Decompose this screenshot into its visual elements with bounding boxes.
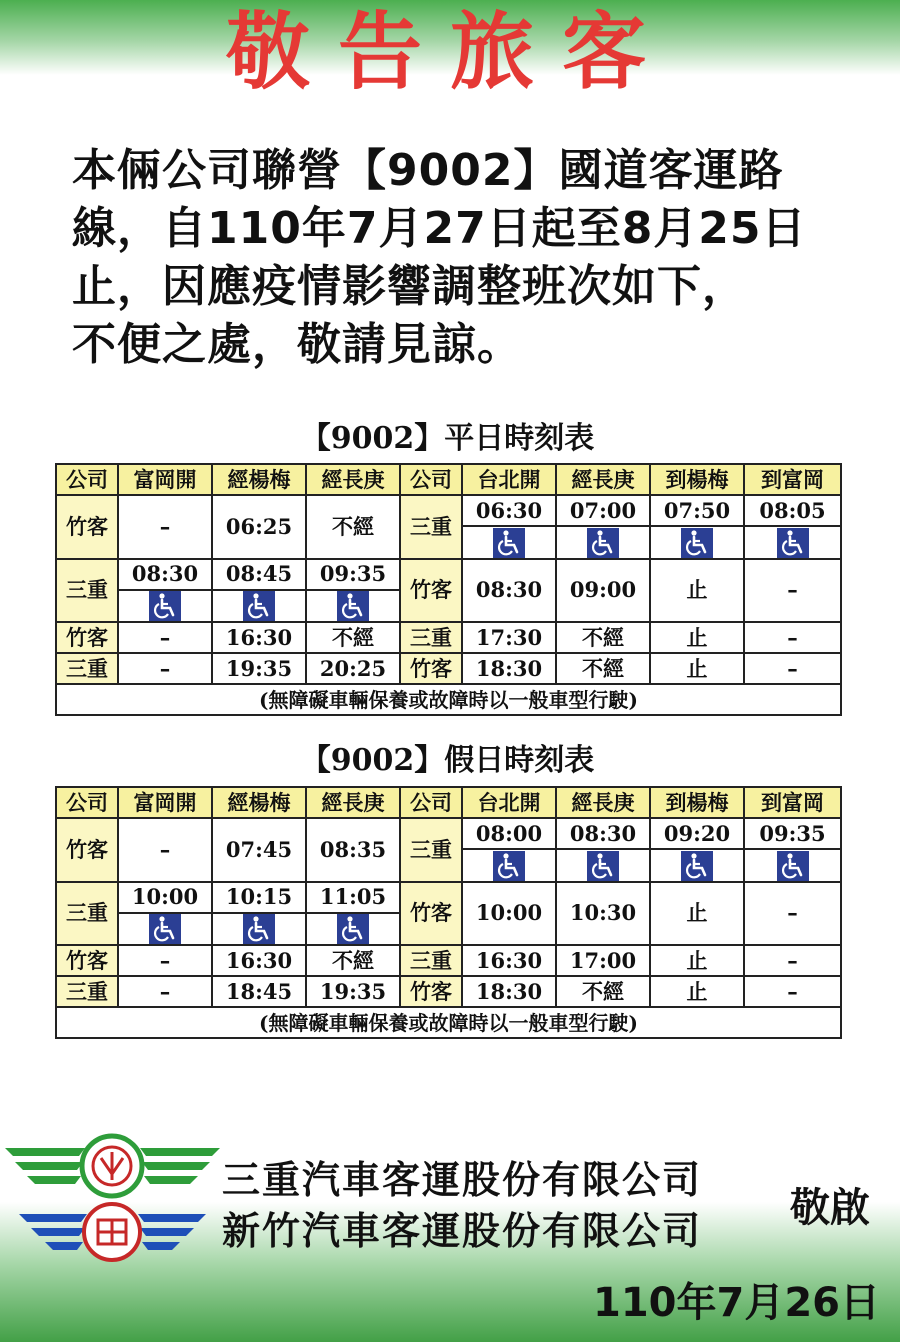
company-cell: 三重 <box>56 653 118 684</box>
accessibility-note: (無障礙車輛保養或故障時以一般車型行駛) <box>56 1007 841 1038</box>
table-row <box>56 653 841 684</box>
header-cell: 富岡開 <box>118 464 212 495</box>
signoff: 敬啟 <box>790 1185 870 1231</box>
notice-text <box>72 142 842 374</box>
accessible-cell <box>212 913 306 946</box>
accessible-cell <box>306 913 400 946</box>
time-cell: 08:45 <box>212 559 306 590</box>
time-cell: – <box>118 945 212 976</box>
notice-line: 不便之處，敬請見諒。 <box>72 319 522 370</box>
notice-line: 本倆公司聯營【9002】國道客運路 <box>72 145 784 196</box>
wheelchair-icon <box>149 591 181 621</box>
company-cell: 三重 <box>400 622 462 653</box>
time-cell: 17:00 <box>556 945 650 976</box>
company-cell: 三重 <box>56 882 118 946</box>
wheelchair-icon <box>587 528 619 558</box>
notice-line: 線，自110年7月27日起至8月25日 <box>72 203 807 254</box>
time-cell: 不經 <box>556 976 650 1007</box>
time-cell: 16:30 <box>212 622 306 653</box>
time-cell: 不經 <box>306 945 400 976</box>
time-cell: 16:30 <box>462 945 556 976</box>
time-cell: 不經 <box>306 495 400 559</box>
time-cell: 18:30 <box>462 976 556 1007</box>
header-cell: 經長庚 <box>556 464 650 495</box>
time-cell: – <box>744 653 841 684</box>
accessible-cell <box>462 849 556 882</box>
table-row <box>56 945 841 976</box>
wheelchair-icon <box>493 528 525 558</box>
wheelchair-icon <box>777 528 809 558</box>
header-cell: 經長庚 <box>556 787 650 818</box>
header-cell: 到楊梅 <box>650 787 744 818</box>
company-cell: 竹客 <box>56 945 118 976</box>
wheelchair-icon <box>681 851 713 881</box>
accessible-cell <box>556 849 650 882</box>
time-cell: 16:30 <box>212 945 306 976</box>
time-cell: 20:25 <box>306 653 400 684</box>
table-row <box>56 559 841 590</box>
company-cell: 三重 <box>400 945 462 976</box>
time-cell: 07:00 <box>556 495 650 526</box>
header-cell: 到富岡 <box>744 787 841 818</box>
company-cell: 竹客 <box>56 622 118 653</box>
time-cell: 止 <box>650 559 744 623</box>
header-cell: 公司 <box>56 464 118 495</box>
time-cell: – <box>118 495 212 559</box>
time-cell: 06:25 <box>212 495 306 559</box>
company-cell: 竹客 <box>56 818 118 882</box>
wheelchair-icon <box>149 914 181 944</box>
table-header-row <box>56 464 841 495</box>
company-cell: 三重 <box>56 976 118 1007</box>
company-cell: 竹客 <box>56 495 118 559</box>
accessibility-note: (無障礙車輛保養或故障時以一般車型行駛) <box>56 684 841 715</box>
time-cell: 11:05 <box>306 882 400 913</box>
wheelchair-icon <box>337 591 369 621</box>
header-cell: 公司 <box>400 787 462 818</box>
time-cell: – <box>744 622 841 653</box>
accessible-cell <box>212 590 306 623</box>
company-logos <box>5 1132 220 1262</box>
time-cell: 不經 <box>306 622 400 653</box>
header-cell: 台北開 <box>462 787 556 818</box>
header-cell: 到富岡 <box>744 464 841 495</box>
table-row <box>56 495 841 526</box>
header-cell: 公司 <box>56 787 118 818</box>
company-cell: 三重 <box>400 495 462 559</box>
accessible-cell <box>306 590 400 623</box>
time-cell: 09:00 <box>556 559 650 623</box>
table-row <box>56 622 841 653</box>
header-cell: 富岡開 <box>118 787 212 818</box>
time-cell: 07:50 <box>650 495 744 526</box>
wheelchair-icon <box>243 591 275 621</box>
time-cell: 18:45 <box>212 976 306 1007</box>
company-name-hsinchu: 新竹汽車客運股份有限公司 <box>222 1209 703 1253</box>
header-cell: 經楊梅 <box>212 464 306 495</box>
table-header-row <box>56 787 841 818</box>
accessible-cell <box>118 590 212 623</box>
time-cell: – <box>744 945 841 976</box>
time-cell: 08:30 <box>462 559 556 623</box>
time-cell: – <box>118 976 212 1007</box>
time-cell: 10:15 <box>212 882 306 913</box>
time-cell: 17:30 <box>462 622 556 653</box>
hsinchu-logo <box>19 1204 206 1260</box>
company-cell: 竹客 <box>400 882 462 946</box>
wheelchair-icon <box>493 851 525 881</box>
time-cell: 09:35 <box>744 818 841 849</box>
time-cell: 止 <box>650 976 744 1007</box>
company-cell: 三重 <box>56 559 118 623</box>
table-row <box>56 976 841 1007</box>
time-cell: – <box>118 653 212 684</box>
time-cell: – <box>744 882 841 946</box>
note-row <box>56 684 841 715</box>
time-cell: 10:00 <box>462 882 556 946</box>
header-cell: 經楊梅 <box>212 787 306 818</box>
time-cell: 止 <box>650 882 744 946</box>
company-cell: 竹客 <box>400 559 462 623</box>
time-cell: – <box>744 559 841 623</box>
time-cell: 07:45 <box>212 818 306 882</box>
time-cell: 19:35 <box>306 976 400 1007</box>
time-cell: 08:05 <box>744 495 841 526</box>
time-cell: – <box>118 818 212 882</box>
time-cell: 09:35 <box>306 559 400 590</box>
time-cell: – <box>744 976 841 1007</box>
weekday-table-title: 【9002】平日時刻表 <box>300 421 595 456</box>
wheelchair-icon <box>587 851 619 881</box>
header-cell: 到楊梅 <box>650 464 744 495</box>
holiday-timetable <box>55 786 842 1039</box>
accessible-cell <box>650 849 744 882</box>
header-cell: 經長庚 <box>306 464 400 495</box>
time-cell: 止 <box>650 622 744 653</box>
time-cell: 09:20 <box>650 818 744 849</box>
company-cell: 竹客 <box>400 653 462 684</box>
accessible-cell <box>650 526 744 559</box>
time-cell: 08:00 <box>462 818 556 849</box>
time-cell: 10:30 <box>556 882 650 946</box>
company-name-sanchong: 三重汽車客運股份有限公司 <box>222 1158 703 1202</box>
company-logos-graphic <box>5 1132 220 1262</box>
accessible-cell <box>556 526 650 559</box>
wheelchair-icon <box>243 914 275 944</box>
time-cell: – <box>118 622 212 653</box>
header-cell: 公司 <box>400 464 462 495</box>
company-cell: 竹客 <box>400 976 462 1007</box>
wheelchair-icon <box>777 851 809 881</box>
holiday-table-title: 【9002】假日時刻表 <box>300 743 595 778</box>
time-cell: 18:30 <box>462 653 556 684</box>
notice-date: 110年7月26日 <box>593 1280 880 1326</box>
wheelchair-icon <box>337 914 369 944</box>
time-cell: 08:35 <box>306 818 400 882</box>
time-cell: 10:00 <box>118 882 212 913</box>
accessible-cell <box>744 526 841 559</box>
accessible-cell <box>744 849 841 882</box>
time-cell: 08:30 <box>556 818 650 849</box>
accessible-cell <box>462 526 556 559</box>
table-row <box>56 882 841 913</box>
company-cell: 三重 <box>400 818 462 882</box>
notice-line: 止，因應疫情影響調整班次如下， <box>72 261 747 312</box>
sanchong-logo <box>5 1136 220 1196</box>
time-cell: 19:35 <box>212 653 306 684</box>
page-title: 敬告旅客 <box>225 3 674 101</box>
header-cell: 台北開 <box>462 464 556 495</box>
time-cell: 不經 <box>556 653 650 684</box>
header-cell: 經長庚 <box>306 787 400 818</box>
weekday-timetable <box>55 463 842 716</box>
time-cell: 止 <box>650 945 744 976</box>
table-row <box>56 818 841 849</box>
note-row <box>56 1007 841 1038</box>
time-cell: 止 <box>650 653 744 684</box>
time-cell: 不經 <box>556 622 650 653</box>
accessible-cell <box>118 913 212 946</box>
wheelchair-icon <box>681 528 713 558</box>
time-cell: 08:30 <box>118 559 212 590</box>
time-cell: 06:30 <box>462 495 556 526</box>
